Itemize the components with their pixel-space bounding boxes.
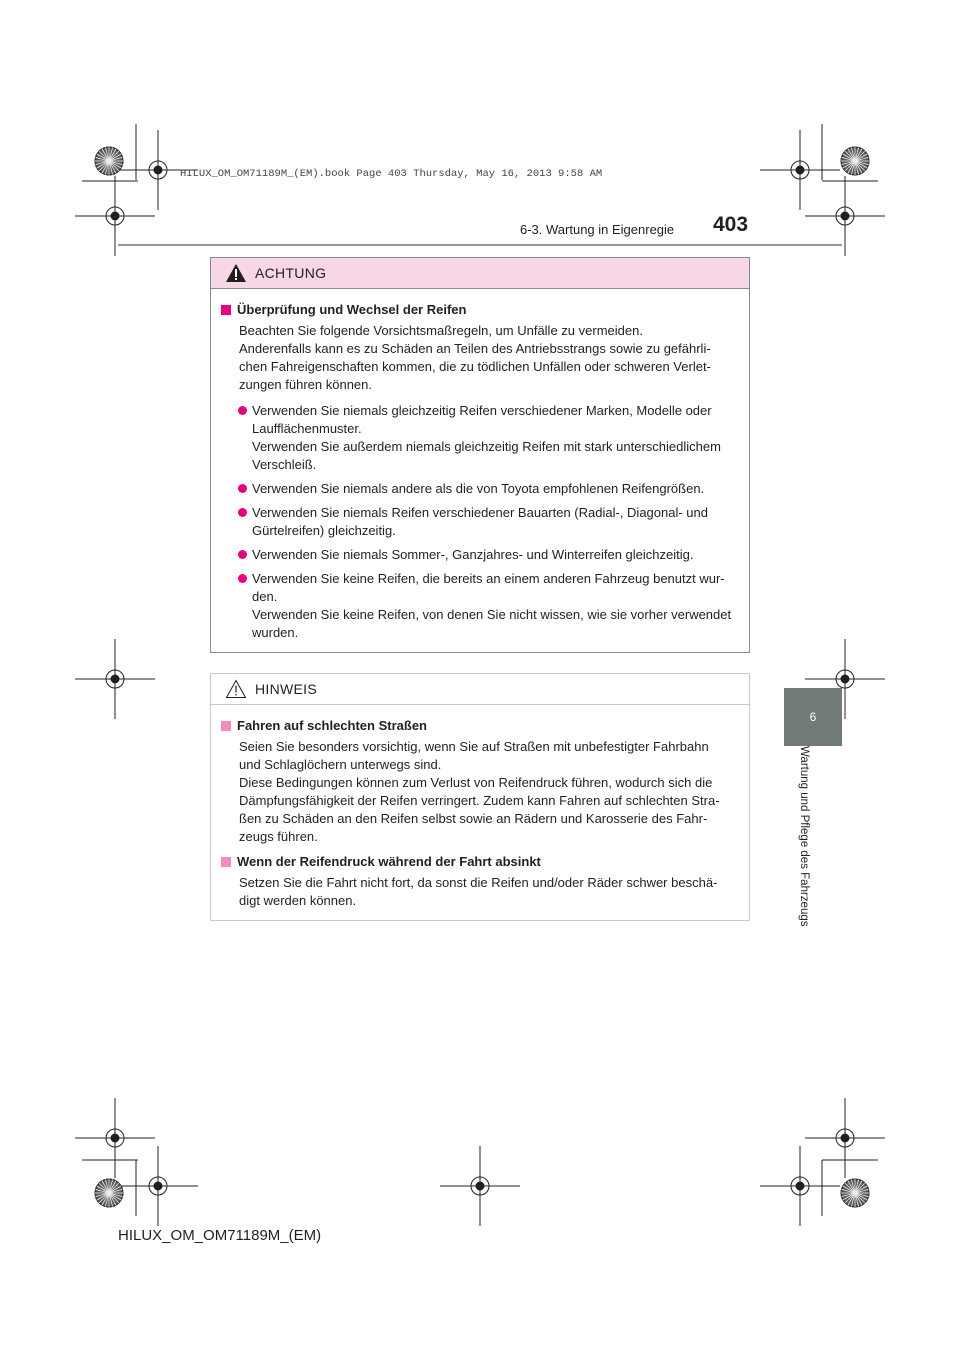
hinweis-paragraph	[221, 874, 741, 910]
text-line: Gürtelreifen) gleichzeitig.	[252, 523, 396, 538]
crosshair-mark	[760, 130, 840, 210]
text-line: Verwenden Sie niemals gleichzeitig Reifen verschiedener Marken, Modelle oder	[252, 403, 712, 418]
hinweis-paragraph	[221, 738, 741, 846]
achtung-box	[210, 257, 750, 653]
hinweis-heading-text: Fahren auf schlechten Straßen	[237, 718, 427, 733]
chapter-label: Wartung und Pflege des Fahrzeugs	[798, 746, 810, 927]
text-line: Diese Bedingungen können zum Verlust von Reifendruck führen, wodurch sich die	[239, 775, 713, 790]
crosshair-mark	[440, 1146, 520, 1226]
text-line: Verwenden Sie niemals Sommer-, Ganzjahres- und Winterreifen gleichzeitig.	[252, 547, 694, 562]
section-title: 6-3. Wartung in Eigenregie	[520, 222, 675, 237]
chapter-number: 6	[809, 710, 817, 724]
text-line: Setzen Sie die Fahrt nicht fort, da sonst die Reifen und/oder Räder schwer beschä-	[239, 875, 718, 890]
color-rosette-mark	[95, 147, 123, 175]
text-line: Verwenden Sie keine Reifen, die bereits an einem anderen Fahrzeug benutzt wur-	[252, 571, 725, 586]
document-code: HILUX_OM_OM71189M_(EM)	[118, 1227, 322, 1244]
text-line: Beachten Sie folgende Vorsichtsmaßregeln, um Unfälle zu vermeiden.	[239, 323, 643, 338]
text-line: ßen zu Schäden an den Reifen selbst sowie an Rädern und Karosserie des Fahr-	[239, 811, 708, 826]
crosshair-mark	[75, 639, 155, 719]
hinweis-title: HINWEIS	[255, 681, 317, 697]
header-rule	[118, 244, 842, 246]
achtung-bullet	[221, 546, 741, 564]
hinweis-body	[211, 705, 749, 920]
achtung-body	[211, 289, 749, 652]
hinweis-box	[210, 673, 750, 921]
pink-square-icon	[221, 721, 231, 731]
color-rosette-mark	[841, 1179, 869, 1207]
bullet-dot-icon	[238, 508, 247, 517]
page-number: 403	[713, 213, 749, 236]
hinweis-heading	[221, 717, 741, 735]
crosshair-mark	[75, 1098, 155, 1178]
hinweis-heading	[221, 853, 741, 871]
achtung-title: ACHTUNG	[255, 265, 327, 281]
chapter-tab	[784, 688, 842, 746]
text-line: zungen führen können.	[239, 377, 372, 392]
achtung-heading	[221, 301, 741, 319]
crosshair-mark	[118, 1146, 198, 1226]
text-line: Verwenden Sie niemals andere als die von Toyota empfohlenen Reifengrößen.	[252, 481, 705, 496]
achtung-heading-text: Überprüfung und Wechsel der Reifen	[237, 302, 467, 317]
bullet-dot-icon	[238, 406, 247, 415]
bullet-dot-icon	[238, 484, 247, 493]
achtung-intro	[221, 322, 741, 394]
hinweis-heading-text: Wenn der Reifendruck während der Fahrt absinkt	[237, 854, 541, 869]
achtung-header	[211, 258, 749, 289]
text-line: wurden.	[252, 625, 299, 640]
color-rosette-mark	[841, 147, 869, 175]
text-line: Dämpfungsfähigkeit der Reifen verringert. Zudem kann Fahren auf schlechten Stra-	[239, 793, 720, 808]
text-line: den.	[252, 589, 278, 604]
bullet-dot-icon	[238, 574, 247, 583]
bullet-dot-icon	[238, 550, 247, 559]
achtung-bullet	[221, 504, 741, 540]
text-line: Verwenden Sie niemals Reifen verschiedener Bauarten (Radial-, Diagonal- und	[252, 505, 708, 520]
color-rosette-mark	[95, 1179, 123, 1207]
text-line: und Schlaglöchern unterwegs sind.	[239, 757, 442, 772]
text-line: Seien Sie besonders vorsichtig, wenn Sie auf Straßen mit unbefestigter Fahrbahn	[239, 739, 709, 754]
text-line: chen Fahreigenschaften kommen, die zu tödlichen Unfällen oder schweren Verlet-	[239, 359, 711, 374]
achtung-bullet	[221, 570, 741, 642]
book-info-line: HILUX_OM_OM71189M_(EM).book Page 403 Thursday, May 16, 2013 9:58 AM	[180, 168, 603, 180]
achtung-bullet	[221, 480, 741, 498]
hinweis-header	[211, 674, 749, 705]
text-line: Verwenden Sie außerdem niemals gleichzeitig Reifen mit stark unterschiedlichem	[252, 439, 721, 454]
text-line: digt werden können.	[239, 893, 357, 908]
pink-square-icon	[221, 857, 231, 867]
achtung-bullet	[221, 402, 741, 474]
warning-triangle-outline-icon	[225, 679, 247, 699]
text-line: Anderenfalls kann es zu Schäden an Teilen des Antriebsstrangs sowie zu gefährli-	[239, 341, 711, 356]
pink-square-icon	[221, 305, 231, 315]
crosshair-mark	[760, 1146, 840, 1226]
text-line: zeugs führen.	[239, 829, 318, 844]
warning-triangle-filled-icon	[225, 263, 247, 283]
text-line: Laufflächenmuster.	[252, 421, 362, 436]
crosshair-mark	[805, 1098, 885, 1178]
text-line: Verwenden Sie keine Reifen, von denen Sie nicht wissen, wie sie vorher verwendet	[252, 607, 732, 622]
text-line: Verschleiß.	[252, 457, 317, 472]
